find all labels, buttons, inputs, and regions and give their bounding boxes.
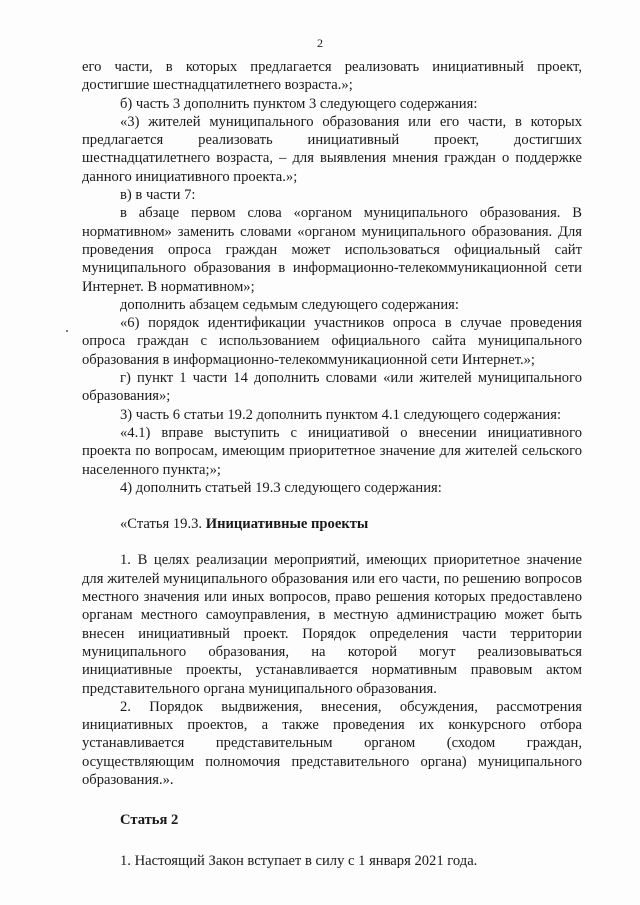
paragraph-article-2-part-1: 1. Настоящий Закон вступает в силу с 1 января 2021 года. <box>120 852 478 869</box>
article-19-3-title: Инициативные проекты <box>205 516 369 533</box>
paragraph-item-6: «6) порядок идентификации участников опроса в случае проведения опроса граждан с использованием официального сайта муниципального образования в информационно-телекоммуникационной сети Интернет.»; <box>82 315 582 368</box>
paragraph-amendment-v: в) в части 7: <box>120 187 196 204</box>
paragraph-add-seventh: дополнить абзацем седьмым следующего содержания: <box>120 296 459 313</box>
article-19-3-prefix: «Статья 19.3. <box>120 516 206 533</box>
spacer <box>82 789 582 811</box>
paragraph-point-4: 4) дополнить статьей 19.3 следующего содержания: <box>120 479 442 496</box>
document-body <box>82 58 582 870</box>
spacer <box>82 830 582 852</box>
paragraph-article-19-3-part-1: 1. В целях реализации мероприятий, имеющих приоритетное значение для жителей муниципального образования или его части, по решению вопросов местного значения или иных вопросов, право решения которых предоставлено органам местного самоуправления, в местную администрацию может быть внесен инициативный проект. Порядок определения части территории муниципального образования, на которой могут реализовываться инициативные проекты, устанавливается нормативным правовым актом представительного органа муниципального образования. <box>82 552 582 697</box>
page-number: 2 <box>317 36 323 50</box>
scan-speck <box>66 330 68 332</box>
article-19-3-heading <box>82 515 582 533</box>
paragraph-continuation: его части, в которых предлагается реализовать инициативный проект, достигшие шестнадцатилетнего возраста.»; <box>82 59 582 94</box>
paragraph-amendment-g: г) пункт 1 части 14 дополнить словами «или жителей муниципального образования»; <box>82 370 582 405</box>
paragraph-first-abzac: в абзаце первом слова «органом муниципального образования. В нормативном» заменить словами «органом муниципального образования. Для проведения опроса граждан может использоваться официальный сайт муниципального образования в информационно-телекоммуникационной сети Интернет. В нормативном»; <box>82 205 582 295</box>
paragraph-amendment-b: б) часть 3 дополнить пунктом 3 следующего содержания: <box>120 95 478 112</box>
paragraph-point-3: 3) часть 6 статьи 19.2 дополнить пунктом 4.1 следующего содержания: <box>120 406 562 423</box>
spacer <box>82 497 582 515</box>
paragraph-article-19-3-part-2: 2. Порядок выдвижения, внесения, обсуждения, рассмотрения инициативных проектов, а также проведения их конкурсного отбора устанавливается представительным органом (сходом граждан, осуществляющим полномочия представительного органа) муниципального образования.». <box>82 698 582 788</box>
paragraph-item-4-1: «4.1) вправе выступить с инициативой о внесении инициативного проекта по вопросам, имеющим приоритетное значение для жителей сельского населенного пункта;»; <box>82 424 582 478</box>
paragraph-item-3: «3) жителей муниципального образования или его части, в которых предлагается реализовать инициативный проект, достигших шестнадцатилетнего возраста, – для выявления мнения граждан о поддержке данного инициативного проекта.»; <box>82 113 582 185</box>
article-2-heading: Статья 2 <box>120 812 179 829</box>
spacer <box>82 533 582 551</box>
